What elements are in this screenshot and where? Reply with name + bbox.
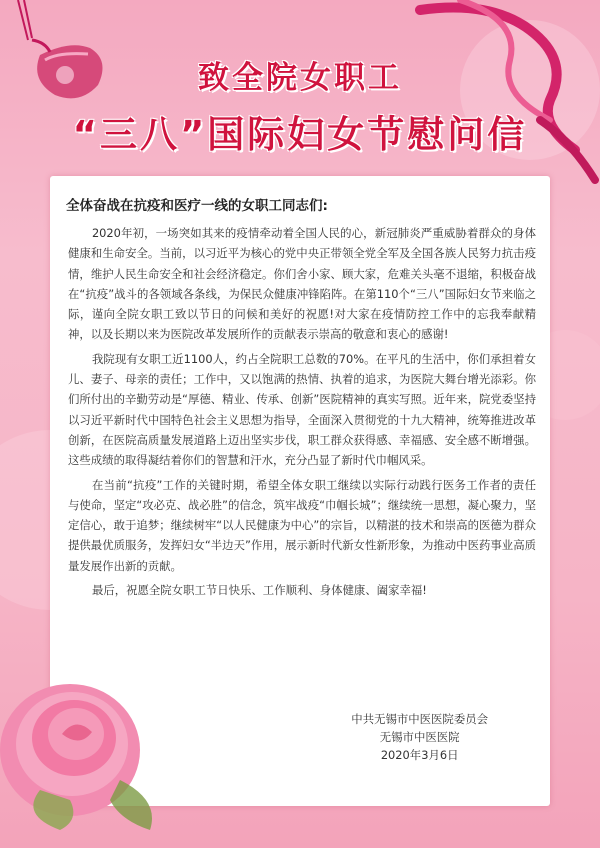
title-area — [0, 58, 600, 158]
page-subtitle: “三八”国际妇女节慰问信 — [72, 113, 528, 156]
signature-org-hospital: 无锡市中医医院 — [379, 730, 460, 744]
paragraph: 最后，祝愿全院女职工节日快乐、工作顺利、身体健康、阖家幸福! — [91, 583, 427, 598]
signature-date: 2020年3月6日 — [380, 748, 459, 762]
rose-icon — [0, 640, 200, 848]
page-title: 致全院女职工 — [198, 60, 402, 96]
letter-body — [68, 223, 536, 604]
paragraph: 2020年初，一场突如其来的疫情牵动着全国人民的心，新冠肺炎严重威胁着群众的身体健康和生命安全。当前，以习近平为核心的党中央正带领全党全军及全国各族人民努力抗击疫情，维护人民生命安全和社会经济稳定。你们舍小家、顾大家，危难关头毫不退缩，积极奋战在“抗疫”战斗的各领域各条线，为保民众健康冲锋陷阵。在第110个“三八”国际妇女节来临之际，谨向全院女职工致以节日的问候和美好的祝愿!对大家在疫情防控工作中的忘我奉献精神，以及长期以来为医院改革发展所作的贡献表示崇高的敬意和衷心的感谢! — [68, 226, 536, 342]
signature-block — [351, 710, 488, 764]
paragraph: 我院现有女职工近1100人，约占全院职工总数的70%。在平凡的生活中，你们承担着女儿、妻子、母亲的责任；工作中，又以饱满的热情、执着的追求，为医院大舞台增光添彩。你们所付出的辛勤劳动是“厚德、精业、传承、创新”医院精神的真实写照。近年来，院党委坚持以习近平新时代中国特色社会主义思想为指导，全面深入贯彻党的十九大精神，统筹推进改革创新，在医院高质量发展道路上迈出坚实步伐，职工群众获得感、幸福感、安全感不断增强。这些成绩的取得凝结着你们的智慧和汗水，充分凸显了新时代巾帼风采。 — [68, 351, 536, 468]
paragraph: 在当前“抗疫”工作的关键时期，希望全体女职工继续以实际行动践行医务工作者的责任与使命，坚定“攻必克、战必胜”的信念，筑牢战疫“巾帼长城”；继续统一思想，凝心聚力，坚定信心，敢于追梦；继续树牢“以人民健康为中心”的宗旨，以精湛的技术和崇高的医德为群众提供最优质服务，发挥妇女“半边天”作用，展示新时代新女性新形象，为推动中医药事业高质量发展作出新的贡献。 — [68, 477, 536, 573]
signature-org-party: 中共无锡市中医医院委员会 — [351, 712, 488, 726]
salutation: 全体奋战在抗疫和医疗一线的女职工同志们: — [66, 198, 328, 214]
